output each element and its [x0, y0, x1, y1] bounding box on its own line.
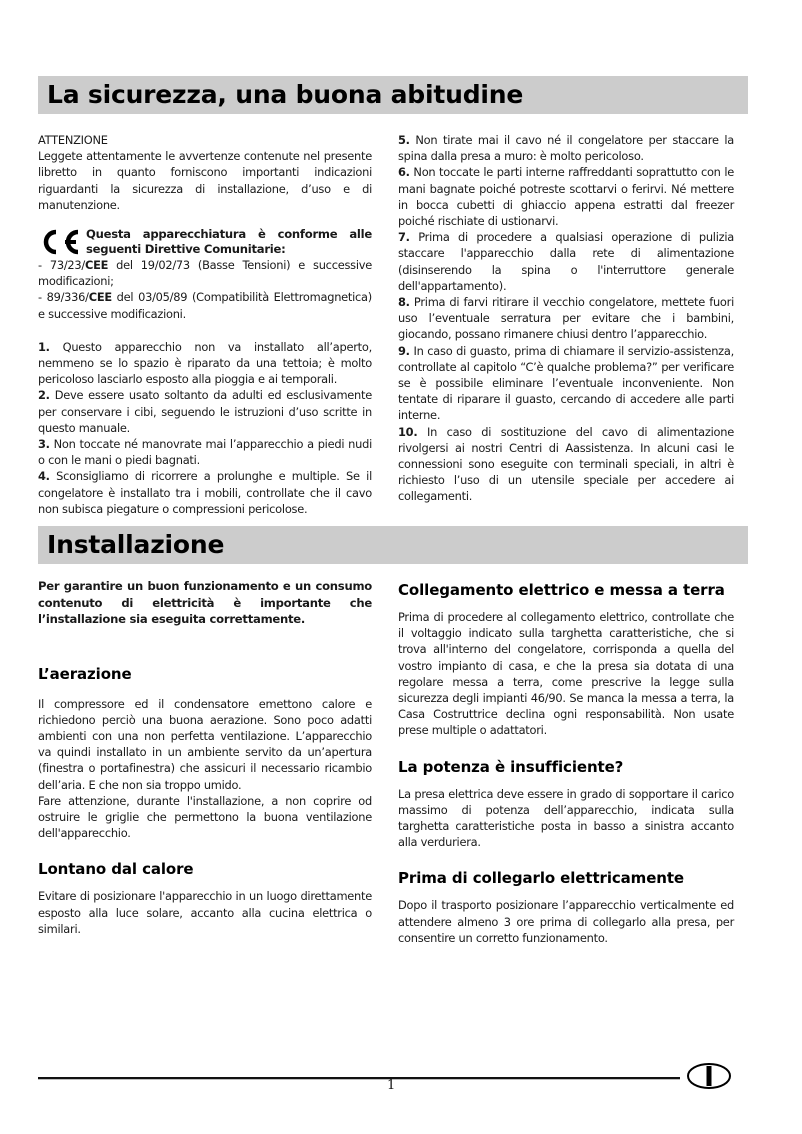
page-number: 1 — [387, 1078, 396, 1093]
footer-rule — [38, 1077, 680, 1079]
ce-conformity-heading: Questa apparecchiatura è conforme alle seguenti Direttive Comunitarie: — [86, 227, 372, 257]
heading-prima-di-collegarlo: Prima di collegarlo elettricamente — [398, 869, 684, 888]
section-header-installation — [38, 526, 748, 564]
safety-item-9: 9. In caso di guasto, prima di chiamare il servizio-assistenza, controllate al capitolo “C’è qualche problema?” per verificare se è possibile eliminare l’eventuale inconveniente. Non tentate di riparare il guasto, cercando di accedere alle parti interne. — [398, 343, 734, 423]
safety-item-3: 3. Non toccate né manovrate mai l’apparecchio a piedi nudi o con le mani o piedi bagnati. — [38, 437, 372, 468]
collegamento-paragraph: Prima di procedere al collegamento elettrico, controllate che il voltaggio indicato sulla targhetta caratteristiche, che si trova all'interno del congelatore, corrisponda a quella del vostro impianto di casa, e che la presa sia dotata di una regolare messa a terra, come prescrive la legge sulla sicurezza degli impianti 46/90. Se manca la messa a terra, la Casa Costruttrice declina ogni responsabilità. Non usate prese multiple o adattatori. — [398, 610, 734, 738]
ce-mark-icon — [38, 229, 82, 255]
installation-right-column — [398, 580, 734, 946]
heading-aerazione: L’aerazione — [38, 664, 132, 683]
ce-conformity-block — [38, 227, 372, 322]
italian-language-badge-icon — [686, 1061, 732, 1091]
heading-collegamento-elettrico: Collegamento elettrico e messa a terra — [398, 581, 725, 599]
directive-item: - 73/23/CEE del 19/02/73 (Basse Tensioni) e successive modificazioni; — [38, 258, 372, 289]
safety-item-6: 6. Non toccate le parti interne raffreddanti soprattutto con le mani bagnate poiché potreste scottarvi o ferirvi. Né mettere in bocca cubetti di ghiaccio appena estratti dal freezer poiché rischiate di ustionarvi. — [398, 165, 734, 229]
safety-intro: Leggete attentamente le avvertenze contenute nel presente libretto in quanto forniscono importanti indicazioni riguardanti la sicurezza di installazione, d’uso e di manutenzione. — [38, 149, 372, 212]
attention-label: ATTENZIONE — [38, 133, 108, 147]
potenza-paragraph: La presa elettrica deve essere in grado di sopportare il carico massimo di potenza dell’apparecchio, indicata sulla targhetta caratteristiche posta in basso a sinistra accanto alla verduriera. — [398, 786, 734, 850]
installation-left-column — [38, 578, 372, 937]
directive-item: - 89/336/CEE del 03/05/89 (Compatibilità Elettromagnetica) e successive modificazioni. — [38, 290, 372, 321]
aerazione-paragraph-2: Fare attenzione, durante l'installazione, a non coprire od ostruire le griglie che permettono la buona ventilazione dell'apparecchio. — [38, 793, 372, 841]
calore-paragraph: Evitare di posizionare l'apparecchio in un luogo direttamente esposto alla luce solare, accanto alla cucina elettrica o similari. — [38, 889, 372, 936]
section-title-installation: Installazione — [47, 530, 225, 559]
heading-lontano-dal-calore: Lontano dal calore — [38, 860, 194, 879]
safety-item-8: 8. Prima di farvi ritirare il vecchio congelatore, mettete fuori uso l’eventuale serratura per evitare che i bambini, giocando, possano rimanere chiusi dentro l’apparecchio. — [398, 295, 734, 342]
safety-item-7: 7. Prima di procedere a qualsiasi operazione di pulizia staccare l'apparecchio dalla rete di alimentazione (disinserendo la spina o l'interruttore generale dell'appartamento). — [398, 230, 734, 293]
safety-item-10: 10. In caso di sostituzione del cavo di alimentazione rivolgersi ai nostri Centri di Aassistenza. In alcuni casi le connessioni sono eseguite con terminali speciali, in altri è richiesto l’uso di un utensile speciale per accedere ai collegamenti. — [398, 424, 734, 504]
safety-item-1: 1. Questo apparecchio non va installato all’aperto, nemmeno se lo spazio è riparato da una tettoia; è molto pericoloso lasciarlo esposto alla pioggia e ai temporali. — [38, 339, 372, 387]
section-title-safety: La sicurezza, una buona abitudine — [47, 80, 524, 109]
aerazione-paragraph-1: Il compressore ed il condensatore emettono calore e richiedono perciò una buona aerazione. Sono poco adatti ambienti con una non perfetta ventilazione. L’apparecchio va quindi installato in un ambiente servito da un’apertura (finestra o portafinestra) che assicuri il necessario ricambio dell’aria. E che non sia troppo umido. — [38, 696, 372, 792]
safety-item-2: 2. Deve essere usato soltanto da adulti ed esclusivamente per conservare i cibi, seguendo le istruzioni d’uso scritte in questo manuale. — [38, 388, 372, 435]
safety-right-column — [398, 132, 734, 505]
safety-item-4: 4. Sconsigliamo di ricorrere a prolunghe e multiple. Se il congelatore è installato tra i mobili, controllate che il cavo non subisca piegature o compressioni pericolose. — [38, 469, 372, 516]
installation-lead: Per garantire un buon funzionamento e un consumo contenuto di elettricità è importante che l’installazione sia eseguita correttamente. — [38, 579, 372, 626]
safety-item-5: 5. Non tirate mai il cavo né il congelatore per staccare la spina dalla presa a muro: è molto pericoloso. — [398, 133, 734, 164]
prima-paragraph: Dopo il trasporto posizionare l’apparecchio verticalmente ed attendere almeno 3 ore prima di collegarlo alla presa, per consentire un corretto funzionamento. — [398, 898, 734, 945]
heading-potenza-insufficiente: La potenza è insufficiente? — [398, 757, 624, 776]
section-header-safety — [38, 76, 748, 114]
safety-left-column — [38, 132, 372, 517]
